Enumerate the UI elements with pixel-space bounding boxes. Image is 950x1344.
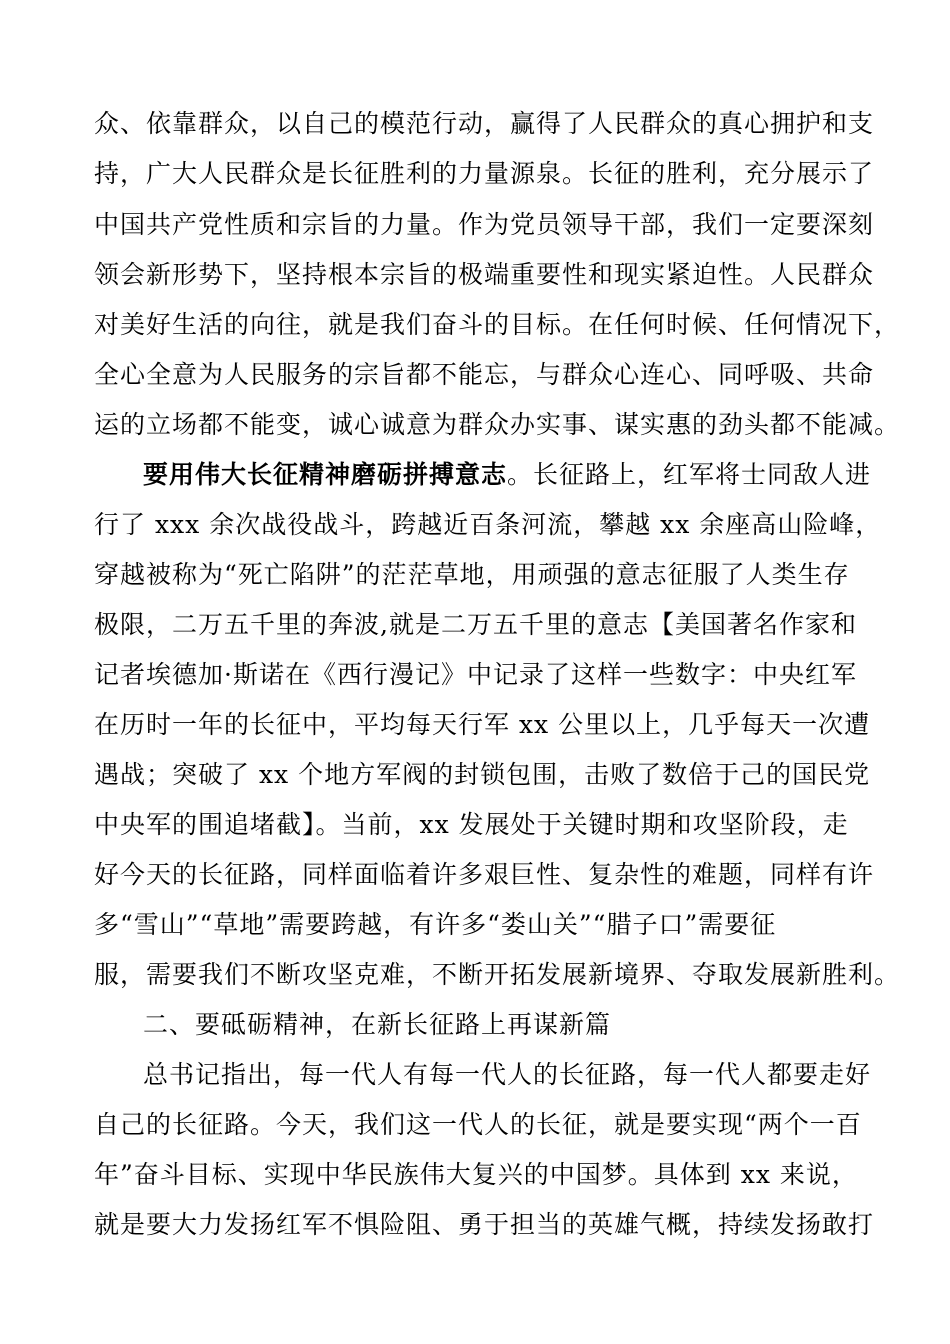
paragraph-first-line: 总书记指出，每一代人有每一代人的长征路，每一代人都要走好 <box>143 1060 872 1089</box>
text-line: 就是要大力发扬红军不惧险阻、勇于担当的英雄气概，持续发扬敢打 <box>94 1210 875 1239</box>
text-line: 服，需要我们不断攻坚克难，不断开拓发展新境界、夺取发展新胜利。 <box>94 960 901 989</box>
text-line: 持，广大人民群众是长征胜利的力量源泉。长征的胜利，充分展示了 <box>94 159 875 188</box>
text-line: 自己的长征路。今天，我们这一代人的长征，就是要实现“两个一百 <box>94 1110 862 1139</box>
text-line: 遇战；突破了 xx 个地方军阀的封锁包围，击败了数倍于己的国民党 <box>94 760 871 789</box>
bold-heading: 要用伟大长征精神磨砺拼搏意志 <box>143 460 508 489</box>
text-line: 好今天的长征路，同样面临着许多艰巨性、复杂性的难题，同样有许 <box>94 860 875 889</box>
text-line: 运的立场都不能变，诚心诚意为群众办实事、谋实惠的劲头都不能减。 <box>94 410 901 439</box>
text-line: 对美好生活的向往，就是我们奋斗的目标。在任何时候、任何情况下， <box>94 310 901 339</box>
section-heading: 二、要砥砺精神，在新长征路上再谋新篇 <box>143 1010 612 1039</box>
text-line: 极限，二万五千里的奔波,就是二万五千里的意志【美国著名作家和 <box>94 610 857 639</box>
text-line: 记者埃德加·斯诺在《西行漫记》中记录了这样一些数字：中央红军 <box>94 660 857 689</box>
text-line: 年”奋斗目标、实现中华民族伟大复兴的中国梦。具体到 xx 来说， <box>94 1160 858 1189</box>
text-line: 多“雪山”“草地”需要跨越，有许多“娄山关”“腊子口”需要征 <box>94 910 777 939</box>
paragraph-first-line <box>143 459 871 491</box>
text-line: 众、依靠群众，以自己的模范行动，赢得了人民群众的真心拥护和支 <box>94 109 875 138</box>
heading-continuation: 。长征路上，红军将士同敌人进 <box>507 460 872 489</box>
text-line: 中央军的围追堵截】。当前，xx 发展处于关键时期和攻坚阶段，走 <box>94 810 849 839</box>
text-line: 行了 xxx 余次战役战斗，跨越近百条河流，攀越 xx 余座高山险峰， <box>94 510 882 539</box>
text-line: 穿越被称为“死亡陷阱”的茫茫草地，用顽强的意志征服了人类生存 <box>94 560 850 589</box>
text-line: 领会新形势下，坚持根本宗旨的极端重要性和现实紧迫性。人民群众 <box>94 260 875 289</box>
text-line: 全心全意为人民服务的宗旨都不能忘，与群众心连心、同呼吸、共命 <box>94 360 875 389</box>
text-line: 中国共产党性质和宗旨的力量。作为党员领导干部，我们一定要深刻 <box>94 210 875 239</box>
text-line: 在历时一年的长征中，平均每天行军 xx 公里以上，几乎每天一次遭 <box>94 710 871 739</box>
